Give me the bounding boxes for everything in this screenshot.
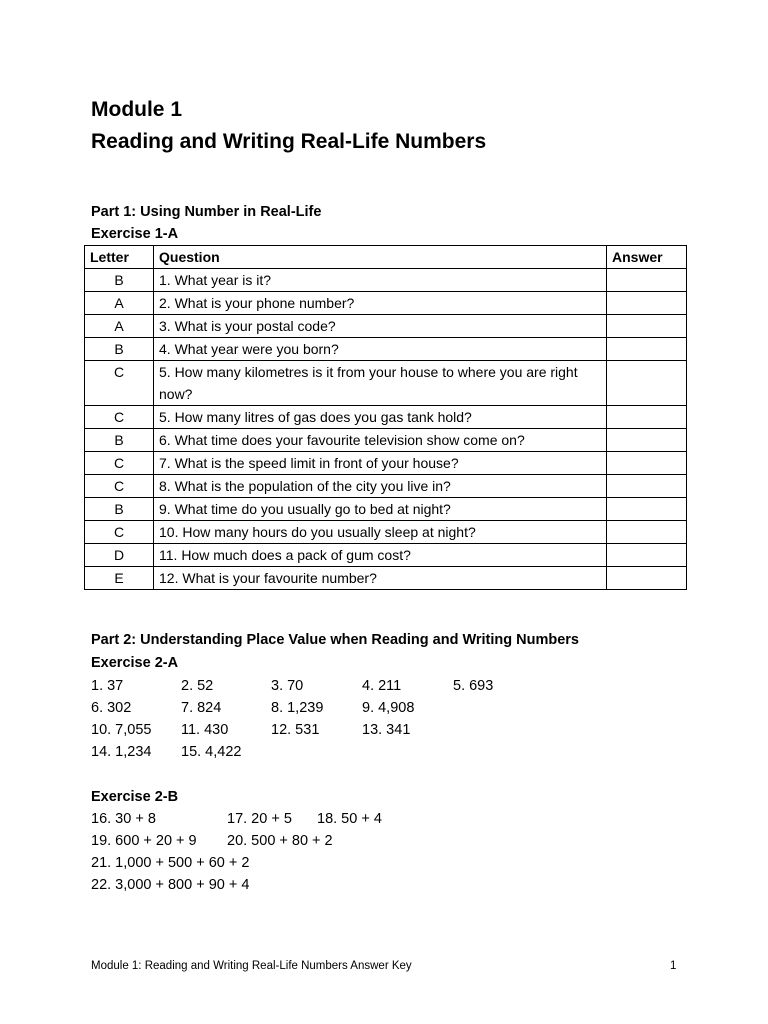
answer-item: 12. 531 bbox=[271, 722, 320, 738]
row-answer[interactable] bbox=[607, 406, 687, 429]
table-row bbox=[85, 338, 687, 361]
answer-item: 3. 70 bbox=[271, 678, 304, 694]
answer-item: 14. 1,234 bbox=[91, 744, 152, 760]
row-answer[interactable] bbox=[607, 498, 687, 521]
table-row bbox=[85, 452, 687, 475]
table-row bbox=[85, 406, 687, 429]
table-row bbox=[85, 475, 687, 498]
row-answer[interactable] bbox=[607, 292, 687, 315]
answer-item: 13. 341 bbox=[362, 722, 411, 738]
row-answer[interactable] bbox=[607, 338, 687, 361]
row-letter: C bbox=[85, 361, 154, 406]
row-question: 1. What year is it? bbox=[154, 269, 607, 292]
row-letter: C bbox=[85, 452, 154, 475]
row-letter: E bbox=[85, 567, 154, 590]
answer-item: 9. 4,908 bbox=[362, 700, 415, 716]
exercise-1a-title: Exercise 1-A bbox=[91, 226, 179, 242]
part2-heading: Part 2: Understanding Place Value when Reading and Writing Numbers bbox=[91, 632, 579, 648]
answer-item: 7. 824 bbox=[181, 700, 222, 716]
table-row bbox=[85, 544, 687, 567]
answer-item: 5. 693 bbox=[453, 678, 494, 694]
table-row bbox=[85, 361, 687, 406]
row-answer[interactable] bbox=[607, 269, 687, 292]
table-row bbox=[85, 567, 687, 590]
answer-item: 10. 7,055 bbox=[91, 722, 152, 738]
row-answer[interactable] bbox=[607, 544, 687, 567]
row-question: 4. What year were you born? bbox=[154, 338, 607, 361]
header-letter: Letter bbox=[85, 246, 154, 269]
answer-item: 2. 52 bbox=[181, 678, 214, 694]
row-answer[interactable] bbox=[607, 475, 687, 498]
table-row bbox=[85, 429, 687, 452]
part1-heading: Part 1: Using Number in Real-Life bbox=[91, 204, 322, 220]
table-row bbox=[85, 315, 687, 338]
row-answer[interactable] bbox=[607, 361, 687, 406]
exercise-2b-title: Exercise 2-B bbox=[91, 789, 179, 805]
row-question: 6. What time does your favourite television show come on? bbox=[154, 429, 607, 452]
row-answer[interactable] bbox=[607, 452, 687, 475]
row-question: 11. How much does a pack of gum cost? bbox=[154, 544, 607, 567]
answer-item: 1. 37 bbox=[91, 678, 124, 694]
answer-item: 11. 430 bbox=[181, 722, 229, 738]
table-row bbox=[85, 269, 687, 292]
row-letter: A bbox=[85, 315, 154, 338]
answer-item: 18. 50 + 4 bbox=[317, 811, 382, 827]
answer-item: 6. 302 bbox=[91, 700, 132, 716]
row-question: 2. What is your phone number? bbox=[154, 292, 607, 315]
exercise-2a-title: Exercise 2-A bbox=[91, 655, 179, 671]
header-answer: Answer bbox=[607, 246, 687, 269]
row-letter: C bbox=[85, 406, 154, 429]
row-letter: B bbox=[85, 498, 154, 521]
answer-item: 21. 1,000 + 500 + 60 + 2 bbox=[91, 855, 250, 871]
row-letter: C bbox=[85, 475, 154, 498]
row-answer[interactable] bbox=[607, 315, 687, 338]
footer-text: Module 1: Reading and Writing Real-Life Numbers Answer Key bbox=[91, 960, 412, 972]
row-question: 7. What is the speed limit in front of your house? bbox=[154, 452, 607, 475]
row-question: 3. What is your postal code? bbox=[154, 315, 607, 338]
row-question: 12. What is your favourite number? bbox=[154, 567, 607, 590]
row-question: 5. How many litres of gas does you gas tank hold? bbox=[154, 406, 607, 429]
answer-item: 22. 3,000 + 800 + 90 + 4 bbox=[91, 877, 250, 893]
exercise-1a-table bbox=[84, 245, 687, 590]
row-question: 5. How many kilometres is it from your house to where you are right now? bbox=[154, 361, 607, 406]
row-answer[interactable] bbox=[607, 521, 687, 544]
table-row bbox=[85, 521, 687, 544]
row-answer[interactable] bbox=[607, 429, 687, 452]
module-subtitle: Reading and Writing Real-Life Numbers bbox=[91, 130, 487, 153]
row-letter: D bbox=[85, 544, 154, 567]
answer-item: 19. 600 + 20 + 9 bbox=[91, 833, 197, 849]
row-letter: B bbox=[85, 269, 154, 292]
row-question: 10. How many hours do you usually sleep at night? bbox=[154, 521, 607, 544]
answer-item: 4. 211 bbox=[362, 678, 402, 694]
table-header-row bbox=[85, 246, 687, 269]
row-answer[interactable] bbox=[607, 567, 687, 590]
row-question: 9. What time do you usually go to bed at night? bbox=[154, 498, 607, 521]
page-number: 1 bbox=[670, 960, 677, 972]
table-row bbox=[85, 292, 687, 315]
answer-item: 8. 1,239 bbox=[271, 700, 324, 716]
answer-item: 15. 4,422 bbox=[181, 744, 242, 760]
answer-item: 17. 20 + 5 bbox=[227, 811, 292, 827]
answer-item: 20. 500 + 80 + 2 bbox=[227, 833, 333, 849]
answer-item: 16. 30 + 8 bbox=[91, 811, 156, 827]
table-row bbox=[85, 498, 687, 521]
row-letter: A bbox=[85, 292, 154, 315]
row-letter: B bbox=[85, 338, 154, 361]
row-question: 8. What is the population of the city you live in? bbox=[154, 475, 607, 498]
header-question: Question bbox=[154, 246, 607, 269]
row-letter: C bbox=[85, 521, 154, 544]
module-title: Module 1 bbox=[91, 98, 183, 121]
row-letter: B bbox=[85, 429, 154, 452]
